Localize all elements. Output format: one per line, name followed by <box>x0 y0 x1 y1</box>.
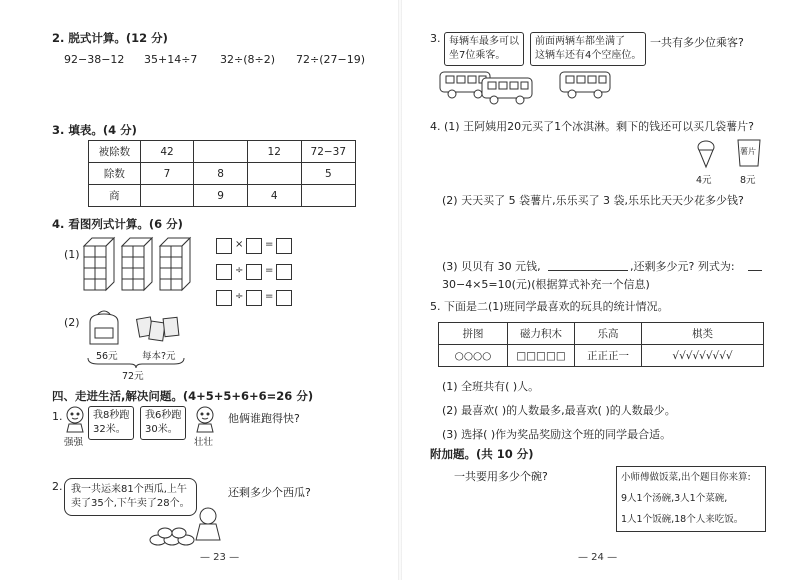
bonus-title: 附加题。(共 10 分) <box>430 447 534 461</box>
bubble-line: 卖了35个,下午卖了28个。 <box>71 498 190 509</box>
answer-box[interactable] <box>216 238 232 254</box>
table-header: 棋类 <box>642 323 764 345</box>
bonus-box <box>616 466 766 532</box>
cube-stacks-illustration <box>84 238 194 298</box>
table-cell: √√√√√√√√√ <box>642 345 764 367</box>
child-qiangqiang-icon <box>64 406 86 432</box>
p4-q1: 4. (1) 王阿姨用20元买了1个冰淇淋。剩下的钱还可以买几袋薯片? <box>430 120 754 133</box>
p2-num: 2. <box>52 480 63 493</box>
name-qiangqiang: 强强 <box>64 437 84 448</box>
right-page <box>400 0 800 580</box>
bubble-line: 我6秒跑 <box>145 410 182 421</box>
table-cell: 5 <box>301 163 355 185</box>
table-header: 磁力积木 <box>508 323 575 345</box>
bubble-line: 我8秒跑 <box>93 410 130 421</box>
answer-box[interactable] <box>246 264 262 280</box>
table-cell: 4 <box>247 185 301 207</box>
operator: × <box>235 239 244 250</box>
p4-q3-formula: 30−4×5=10(元)(根据算式补充一个信息) <box>442 278 650 291</box>
q4-title: 4. 看图列式计算。(6 分) <box>52 217 183 231</box>
answer-box[interactable] <box>246 290 262 306</box>
table-cell: 除数 <box>89 163 141 185</box>
table-cell: □□□□□ <box>508 345 575 367</box>
bubble-line: 每辆车最多可以 <box>449 36 519 47</box>
p1-question: 他俩谁跑得快? <box>228 412 300 425</box>
p5-title: 5. 下面是二(1)班同学最喜欢的玩具的统计情况。 <box>430 300 669 313</box>
bonus-line: 小师傅做饭菜,出个题目你来算: <box>621 472 751 483</box>
bus-icon <box>482 78 532 104</box>
table-row <box>439 345 764 367</box>
table-row <box>89 185 356 207</box>
table-cell: 8 <box>194 163 247 185</box>
bonus-line: 9人1个汤碗,3人1个菜碗, <box>621 493 728 504</box>
bubble-line: 前面两辆车都坐满了 <box>535 36 625 47</box>
table-cell: 12 <box>247 141 301 163</box>
book-price: 每本?元 <box>142 351 176 362</box>
operator: ÷ <box>235 265 244 276</box>
section4-title: 四、走进生活,解决问题。(4+5+5+6+6=26 分) <box>52 389 314 403</box>
q4-part1-label: (1) <box>64 248 80 261</box>
answer-box[interactable] <box>276 290 292 306</box>
p5-sub2: (2) 最喜欢( )的人数最多,最喜欢( )的人数最少。 <box>442 404 676 417</box>
table-cell: 42 <box>140 141 194 163</box>
table-row <box>89 163 356 185</box>
table-cell: 9 <box>194 185 247 207</box>
buses-illustration <box>440 70 620 100</box>
p4-q3-start: (3) 贝贝有 30 元钱, <box>442 260 541 273</box>
fill-table <box>88 140 356 207</box>
p2-question: 还剩多少个西瓜? <box>228 486 311 499</box>
p3-question: 一共有多少位乘客? <box>650 36 744 49</box>
table-cell: 正正正一 <box>575 345 642 367</box>
table-cell: 被除数 <box>89 141 141 163</box>
bubble-line: 我一共运来81个西瓜,上午 <box>71 484 187 495</box>
table-cell[interactable] <box>247 163 301 185</box>
table-row <box>89 141 356 163</box>
speech-bubble-capacity <box>444 32 524 66</box>
table-header: 乐高 <box>575 323 642 345</box>
table-cell: 商 <box>89 185 141 207</box>
ice-cream-icon <box>696 140 716 168</box>
q3-title: 3. 填表。(4 分) <box>52 123 137 137</box>
operator: = <box>265 291 274 302</box>
speech-bubble-zhuangzhuang <box>140 406 186 440</box>
bonus-question: 一共要用多少个碗? <box>454 470 548 483</box>
chips-price: 8元 <box>740 175 756 186</box>
chips-label: 薯片 <box>740 147 756 156</box>
p1-num: 1. <box>52 410 63 423</box>
answer-box[interactable] <box>246 238 262 254</box>
total-brace <box>88 358 184 368</box>
calc-item-2: 35+14÷7 <box>144 53 198 66</box>
table-cell: 7 <box>140 163 194 185</box>
calc-item-4: 72÷(27−19) <box>296 53 366 66</box>
p3-num: 3. <box>430 32 441 45</box>
page-number-right: — 24 — <box>578 552 618 563</box>
p5-sub3: (3) 选择( )作为奖品奖励这个班的同学最合适。 <box>442 428 672 441</box>
toy-stats-table <box>438 322 764 367</box>
p4-q3-end: ,还剩多少元? 列式为: <box>630 260 735 273</box>
p5-sub1: (1) 全班共有( )人。 <box>442 380 540 393</box>
watermelon-seller-illustration <box>150 506 226 546</box>
child-zhuangzhuang-icon <box>194 406 216 432</box>
calc-item-1: 92−38−12 <box>64 53 125 66</box>
name-zhuangzhuang: 壮壮 <box>194 437 214 448</box>
backpack-icon <box>86 312 186 348</box>
calc-item-3: 32÷(8÷2) <box>220 53 276 66</box>
ice-cream-price: 4元 <box>696 175 712 186</box>
fill-blank[interactable] <box>548 270 628 271</box>
p4-q2: (2) 天天买了 5 袋薯片,乐乐买了 3 袋,乐乐比天天少花多少钱? <box>442 194 744 207</box>
table-cell[interactable] <box>140 185 194 207</box>
bonus-line: 1人1个饭碗,18个人来吃饭。 <box>621 514 744 525</box>
total-price: 72元 <box>122 371 144 382</box>
table-cell[interactable] <box>194 141 247 163</box>
answer-box[interactable] <box>276 264 292 280</box>
bubble-line: 32米。 <box>93 424 126 435</box>
bubble-line: 坐7位乘客。 <box>449 50 506 61</box>
bubble-line: 30米。 <box>145 424 178 435</box>
q4-part2-label: (2) <box>64 316 80 329</box>
backpack-price: 56元 <box>96 351 118 362</box>
speech-bubble-qiangqiang <box>88 406 134 440</box>
answer-box[interactable] <box>216 290 232 306</box>
answer-box[interactable] <box>276 238 292 254</box>
answer-box[interactable] <box>216 264 232 280</box>
operator: = <box>265 265 274 276</box>
table-cell: ○○○○ <box>439 345 508 367</box>
table-cell[interactable] <box>301 185 355 207</box>
bus-icon <box>560 72 610 98</box>
speech-bubble-seats <box>530 32 646 66</box>
operator: = <box>265 239 274 250</box>
fill-blank[interactable] <box>748 270 762 271</box>
table-row <box>439 323 764 345</box>
table-cell: 72−37 <box>301 141 355 163</box>
page-number-left: — 23 — <box>200 552 240 563</box>
table-header: 拼图 <box>439 323 508 345</box>
operator: ÷ <box>235 291 244 302</box>
bubble-line: 这辆车还有4个空座位。 <box>535 50 642 61</box>
q2-title: 2. 脱式计算。(12 分) <box>52 31 168 45</box>
book-icon <box>137 317 179 341</box>
